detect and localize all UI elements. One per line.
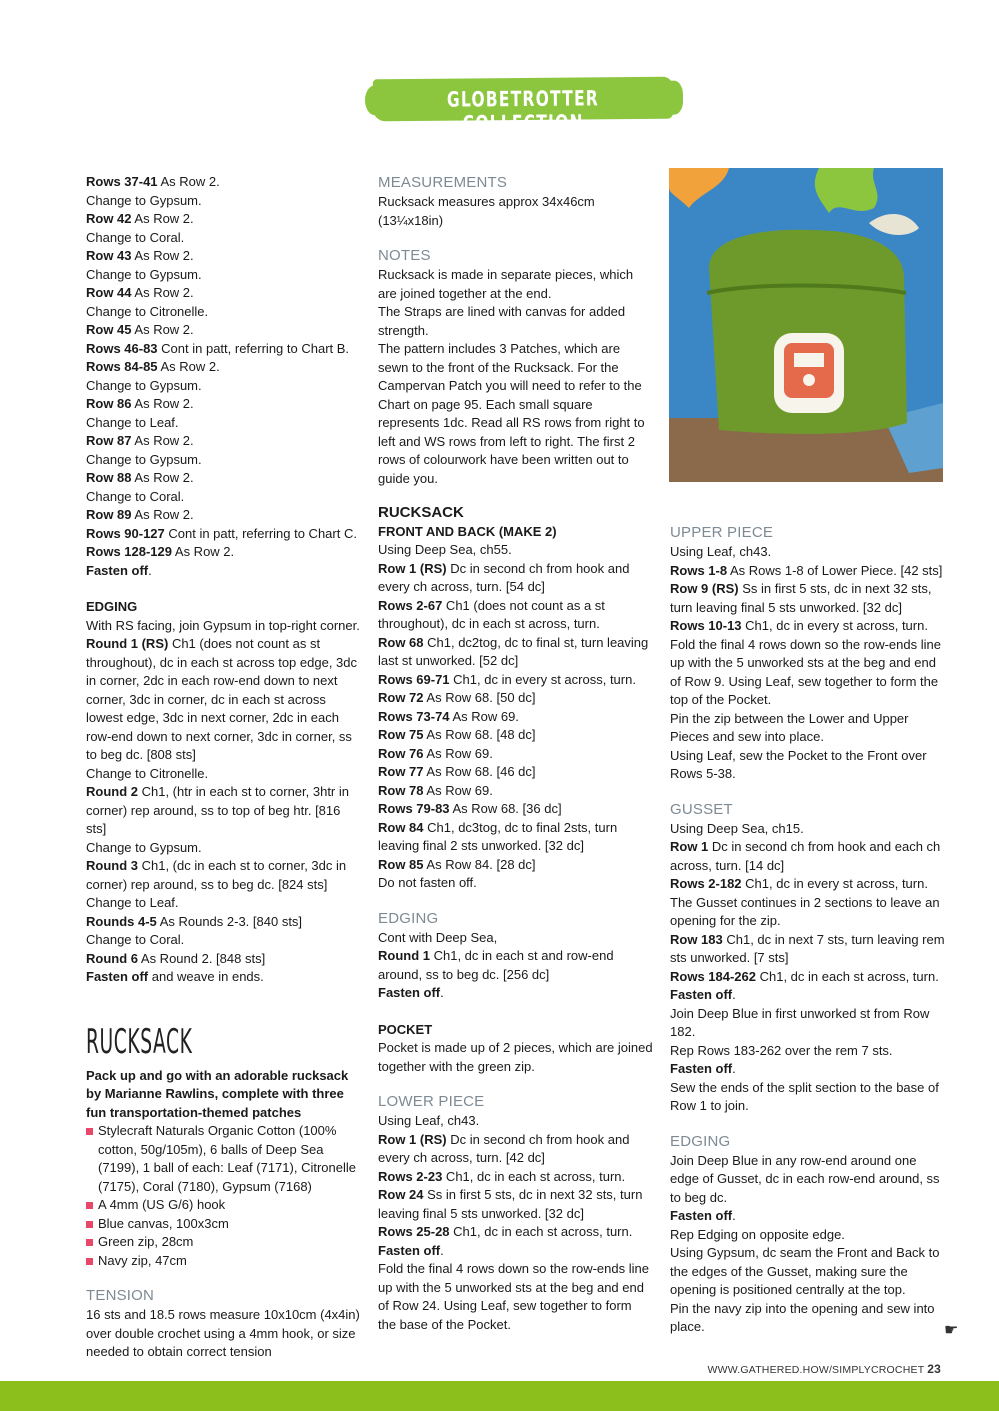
row-text: .	[440, 1242, 444, 1258]
pattern-line	[670, 1005, 945, 1042]
row-text: As Row 68. [50 dc]	[423, 690, 536, 705]
row-label: Rows 79-83	[378, 801, 450, 816]
row-text: Ch1, dc in every st across, turn.	[741, 618, 928, 633]
row-text: Change to Gypsum.	[86, 839, 202, 855]
pattern-line	[86, 229, 362, 248]
row-text: As Row 68. [36 dc]	[449, 801, 562, 816]
material-item: Stylecraft Naturals Organic Cotton (100% cotton, 50g/105m), 6 balls of Deep Sea (7199), 1 ball of each: Leaf (7171), Citronelle (7175), Coral (7180), Gypsum (7168)	[86, 1122, 362, 1196]
page-number: 23	[927, 1362, 941, 1376]
row-text: Change to Gypsum.	[86, 377, 202, 393]
pattern-line	[86, 562, 362, 581]
edging-list-2	[378, 929, 653, 1003]
row-text: Join Deep Blue in first unworked st from Row 182.	[670, 1005, 930, 1039]
pattern-line	[378, 1112, 653, 1131]
row-text: Rep Rows 183-262 over the rem 7 sts.	[670, 1042, 893, 1058]
row-label: Rows 46-83	[86, 340, 158, 356]
pattern-line	[86, 284, 362, 303]
row-text: Ch1, dc in each st across, turn.	[442, 1168, 626, 1184]
row-text: .	[732, 1208, 736, 1223]
pattern-line	[670, 894, 945, 931]
rucksack-heading: RUCKSACK	[378, 504, 464, 521]
pattern-line	[86, 765, 362, 784]
row-label: Row 1 (RS)	[378, 560, 447, 576]
row-label: Rows 2-23	[378, 1168, 443, 1184]
row-label: Fasten off	[378, 1242, 441, 1258]
pattern-line	[670, 1060, 945, 1079]
pattern-line	[378, 800, 653, 819]
row-text: As Rows 1-8 of Lower Piece. [42 sts]	[727, 562, 943, 578]
row-label: Row 76	[378, 745, 424, 761]
row-text: As Row 2.	[131, 248, 194, 263]
row-label: Row 75	[378, 727, 424, 742]
tension-heading: TENSION	[86, 1287, 155, 1304]
pattern-line	[670, 580, 945, 617]
upper-piece-heading: UPPER PIECE	[670, 524, 774, 541]
pattern-line	[86, 543, 362, 562]
pattern-line	[670, 710, 945, 747]
row-text: Using Deep Sea, ch55.	[378, 542, 512, 557]
row-label: Row 89	[86, 507, 132, 522]
pattern-line	[86, 340, 362, 359]
row-label: Row 1 (RS)	[378, 1131, 447, 1147]
row-label: Row 78	[378, 782, 424, 798]
material-item: Green zip, 28cm	[86, 1233, 362, 1252]
lower-piece-heading: LOWER PIECE	[378, 1093, 485, 1110]
row-label: Rows 10-13	[670, 618, 742, 633]
pattern-line	[378, 1168, 653, 1187]
footer-url: WWW.GATHERED.HOW/SIMPLYCROCHET	[707, 1364, 925, 1376]
row-text: Ch1, (dc in each st to corner, 3dc in corner) rep around, ss to beg dc. [824 sts]	[86, 858, 347, 892]
row-label: Rows 73-74	[378, 708, 450, 724]
row-text: Ch1 (does not count as st throughout), dc in each st across top edge, 3dc in corner, 2dc in each row-end down to next corner, 3dc in corner, dc in each st across lowest edge, 3dc in next corner, 2dc in each row-end down to next corner, 3dc in corner, ss to beg dc. [808 sts]	[86, 636, 358, 762]
pattern-line	[670, 1207, 945, 1226]
front-back-heading: FRONT AND BACK (MAKE 2)	[378, 523, 557, 539]
row-label: Row 85	[378, 856, 424, 872]
row-text: As Rounds 2-3. [840 sts]	[156, 913, 303, 929]
pattern-line	[378, 819, 653, 856]
pattern-line	[670, 636, 945, 710]
row-label: Rows 184-262	[670, 968, 756, 984]
pattern-line	[670, 838, 945, 875]
row-label: Row 87	[86, 433, 132, 448]
pattern-line	[378, 726, 653, 745]
pattern-line	[86, 913, 362, 932]
row-text: As Row 84. [28 dc]	[423, 856, 536, 872]
edging-list-3	[670, 1152, 945, 1337]
row-text: Ss in first 5 sts, dc in next 32 sts, turn leaving final 5 sts unworked. [32 dc]	[670, 581, 932, 615]
row-label: Rows 90-127	[86, 525, 165, 541]
material-item: A 4mm (US G/6) hook	[86, 1196, 362, 1215]
row-text: Pin the navy zip into the opening and sew into place.	[670, 1300, 935, 1334]
row-text: Change to Gypsum.	[86, 266, 202, 282]
row-text: Ch1, dc in every st across, turn.	[449, 671, 636, 687]
row-label: Row 68	[378, 634, 424, 650]
row-label: Round 1 (RS)	[86, 636, 169, 651]
row-label: Round 6	[86, 950, 138, 966]
row-label: Rows 2-67	[378, 597, 443, 613]
row-text: As Row 2.	[131, 470, 194, 485]
row-text: Cont in patt, referring to Chart C.	[164, 525, 357, 541]
row-label: Round 3	[86, 858, 138, 873]
pattern-line	[378, 929, 653, 948]
row-text: As Row 2.	[131, 211, 194, 226]
pattern-line	[86, 635, 362, 765]
edging-heading-1: EDGING	[86, 599, 138, 614]
pattern-line	[670, 1244, 945, 1300]
pattern-line	[86, 894, 362, 913]
intro-text: Pack up and go with an adorable rucksack by Marianne Rawlins, complete with three fun transportation-themed patches	[86, 1067, 349, 1120]
pattern-line	[670, 617, 945, 636]
pattern-line	[86, 839, 362, 858]
row-text: and weave in ends.	[148, 969, 264, 984]
row-text: Ch1, (htr in each st to corner, 3htr in corner) rep around, ss to top of beg htr. [816 sts]	[86, 784, 349, 836]
pattern-line	[378, 1131, 653, 1168]
row-text: Change to Gypsum.	[86, 192, 202, 208]
pattern-line	[670, 1042, 945, 1061]
row-text: Pin the zip between the Lower and Upper Pieces and sew into place.	[670, 710, 909, 744]
pattern-line	[378, 689, 653, 708]
row-text: Dc in second ch from hook and every ch across, turn. [42 dc]	[378, 1131, 630, 1165]
pattern-line	[378, 560, 653, 597]
row-text: As Row 69.	[449, 708, 519, 724]
pattern-line	[86, 266, 362, 285]
pattern-line	[378, 541, 653, 560]
row-text: The Gusset continues in 2 sections to leave an opening for the zip.	[670, 894, 940, 928]
row-text: .	[148, 562, 152, 578]
banner-title: GLOBETROTTER COLLECTION	[446, 86, 600, 136]
materials-list	[86, 1122, 362, 1270]
edging-heading-2: EDGING	[378, 909, 439, 927]
row-text: Change to Coral.	[86, 488, 185, 504]
gusset-list	[670, 820, 945, 1116]
pattern-line	[86, 506, 362, 525]
pattern-line	[378, 1242, 653, 1261]
row-text: Fold the final 4 rows down so the row-ends line up with the 5 unworked sts at the beg and end of Row 9. Using Leaf, sew together to form the top of the Pocket.	[670, 636, 941, 707]
pattern-line	[378, 856, 653, 875]
pattern-line	[670, 968, 945, 987]
row-label: Fasten off	[670, 1208, 733, 1223]
rucksack-photo-illustration	[669, 168, 943, 482]
row-label: Row 9 (RS)	[670, 581, 739, 596]
row-text: Dc in second ch from hook and every ch across, turn. [54 dc]	[378, 560, 630, 594]
pattern-line	[378, 947, 653, 984]
row-text: Ch1, dc in each st across, turn.	[449, 1224, 633, 1239]
row-label: Row 88	[86, 470, 132, 485]
row-text: Ch1, dc3tog, dc to final 2sts, turn leaving final 2 sts unworked. [32 dc]	[378, 819, 618, 853]
row-text: As Row 68. [48 dc]	[423, 727, 536, 742]
row-text: As Row 2.	[131, 396, 194, 411]
row-text: Ch1, dc in every st across, turn.	[741, 876, 928, 891]
pattern-line	[670, 747, 945, 784]
pattern-line	[670, 543, 945, 562]
row-label: Row 44	[86, 285, 132, 300]
collection-banner	[373, 77, 673, 136]
column-1	[86, 173, 362, 1362]
column-2	[378, 173, 653, 1334]
row-label: Row 183	[670, 931, 723, 947]
row-label: Fasten off	[670, 987, 733, 1002]
row-text: As Row 2.	[131, 322, 194, 337]
pattern-line	[670, 1300, 945, 1337]
row-label: Row 43	[86, 248, 132, 263]
measurements-heading: MEASUREMENTS	[378, 174, 508, 191]
row-text: .	[732, 987, 736, 1002]
pattern-line	[378, 745, 653, 764]
row-label: Row 72	[378, 690, 424, 705]
pocket-heading: POCKET	[378, 1021, 433, 1037]
column-3	[670, 523, 945, 1337]
row-text: As Round 2. [848 sts]	[138, 950, 266, 966]
row-label: Round 2	[86, 784, 138, 799]
row-label: Rows 69-71	[378, 671, 450, 687]
row-text: Ss in first 5 sts, dc in next 32 sts, turn leaving final 5 sts unworked. [32 dc]	[378, 1187, 643, 1221]
row-label: Row 42	[86, 211, 132, 226]
pattern-line	[86, 321, 362, 340]
pattern-line	[378, 763, 653, 782]
material-item: Blue canvas, 100x3cm	[86, 1215, 362, 1234]
row-text: Using Gypsum, dc seam the Front and Back to the edges of the Gusset, making sure the opening is positioned centrally at the top.	[670, 1245, 940, 1297]
pattern-line	[378, 874, 653, 893]
row-text: Using Leaf, ch43.	[670, 544, 772, 559]
notes-para: The pattern includes 3 Patches, which are sewn to the front of the Rucksack. For the Campervan Patch you will need to refer to the Chart on page 95. Each small square represents 1dc. Read all RS rows from right to left and WS rows from left to right. The first 2 rows of colourwork have been written out to guide you.	[378, 341, 645, 486]
row-text: As Row 68. [46 dc]	[423, 764, 536, 779]
row-text: As Row 2.	[131, 285, 194, 300]
row-label: Row 24	[378, 1187, 424, 1202]
row-text: Join Deep Blue in any row-end around one edge of Gusset, dc in each row-end around, ss to beg dc.	[670, 1152, 940, 1205]
notes-heading: NOTES	[378, 247, 431, 264]
row-text: As Row 2.	[172, 544, 235, 559]
pattern-line	[378, 984, 653, 1003]
pattern-line	[378, 1186, 653, 1223]
row-text: With RS facing, join Gypsum in top-right corner.	[86, 617, 360, 633]
pattern-line	[670, 1226, 945, 1245]
row-text: As Row 2.	[157, 174, 220, 189]
row-text: As Row 69.	[423, 745, 493, 761]
pattern-line	[86, 303, 362, 322]
edging-heading-3: EDGING	[670, 1132, 731, 1150]
pattern-line	[86, 968, 362, 987]
row-text: As Row 69.	[423, 782, 493, 798]
pattern-line	[86, 192, 362, 211]
row-text: Change to Gypsum.	[86, 451, 202, 467]
lower-piece-list	[378, 1112, 653, 1334]
row-text: Change to Citronelle.	[86, 303, 209, 319]
rucksack-photo	[669, 168, 943, 482]
pattern-line	[86, 358, 362, 377]
row-text: Cont with Deep Sea,	[378, 929, 498, 945]
row-text: Ch1, dc2tog, dc to final st, turn leaving last st unworked. [52 dc]	[378, 634, 649, 668]
row-label: Rows 2-182	[670, 876, 742, 891]
material-item: Navy zip, 47cm	[86, 1252, 362, 1271]
row-text: Fold the final 4 rows down so the row-ends line up with the 5 unworked sts at the beg and end of Row 24. Using Leaf, sew together to form the base of the Pocket.	[378, 1261, 649, 1332]
notes-para: Rucksack is made in separate pieces, which are joined together at the end.	[378, 267, 634, 301]
row-text: Using Leaf, ch43.	[378, 1113, 480, 1128]
row-label: Row 86	[86, 396, 132, 411]
rucksack-title: RUCKSACK	[86, 1021, 193, 1062]
pattern-line	[670, 875, 945, 894]
pattern-line	[86, 247, 362, 266]
row-text: As Row 2.	[131, 433, 194, 448]
pattern-line	[378, 1223, 653, 1242]
pattern-line	[86, 432, 362, 451]
row-text: Change to Citronelle.	[86, 765, 209, 781]
row-label: Rows 37-41	[86, 174, 158, 189]
pattern-line	[378, 708, 653, 727]
upper-piece-list	[670, 543, 945, 784]
row-text: Using Leaf, sew the Pocket to the Front over Rows 5-38.	[670, 747, 927, 781]
row-text: Ch1 (does not count as a st throughout), dc in each st across, turn.	[378, 597, 605, 631]
row-label: Fasten off	[86, 969, 149, 984]
pattern-line	[670, 562, 945, 581]
pattern-line	[86, 414, 362, 433]
pattern-line	[86, 210, 362, 229]
pocket-text: Pocket is made up of 2 pieces, which are joined together with the green zip.	[378, 1040, 653, 1074]
pattern-line	[86, 525, 362, 544]
row-label: Fasten off	[670, 1061, 733, 1076]
pattern-line	[86, 783, 362, 839]
pattern-line	[86, 950, 362, 969]
pattern-line	[86, 451, 362, 470]
row-text: Ch1, dc in each st and row-end around, ss to beg dc. [256 dc]	[378, 948, 614, 982]
edging-list-1	[86, 617, 362, 987]
pattern-line	[378, 597, 653, 634]
pattern-line	[86, 469, 362, 488]
row-label: Fasten off	[378, 985, 441, 1000]
pattern-line	[670, 986, 945, 1005]
row-text: .	[440, 985, 444, 1000]
footer-bar	[0, 1381, 999, 1411]
row-label: Rows 1-8	[670, 562, 728, 578]
pattern-line	[378, 634, 653, 671]
row-text: Ch1, dc in next 7 sts, turn leaving rem sts unworked. [7 sts]	[670, 931, 945, 965]
pattern-line	[670, 931, 945, 968]
pattern-line	[378, 1260, 653, 1334]
row-label: Rows 84-85	[86, 359, 158, 374]
measurements-text: Rucksack measures approx 34x46cm (13¼x18in)	[378, 194, 595, 228]
row-text: Dc in second ch from hook and each ch across, turn. [14 dc]	[670, 839, 941, 873]
row-text: .	[732, 1061, 736, 1076]
row-label: Rows 25-28	[378, 1224, 450, 1239]
pattern-line	[86, 395, 362, 414]
row-label: Rows 128-129	[86, 544, 172, 559]
tension-text: 16 sts and 18.5 rows measure 10x10cm (4x4in) over double crochet using a 4mm hook, or size needed to obtain correct tension	[86, 1307, 360, 1359]
pattern-line	[378, 671, 653, 690]
row-text: As Row 2.	[157, 359, 220, 374]
row-text: Change to Coral.	[86, 932, 185, 947]
pattern-line	[670, 820, 945, 839]
row-text: Cont in patt, referring to Chart B.	[157, 340, 350, 356]
pointing-hand-icon: ☛	[944, 1322, 959, 1339]
row-text: Ch1, dc in each st across, turn.	[756, 968, 939, 984]
pattern-line	[86, 857, 362, 894]
row-label: Row 77	[378, 764, 424, 779]
row-text: Sew the ends of the split section to the base of Row 1 to join.	[670, 1079, 939, 1113]
pattern-line	[86, 931, 362, 950]
row-text: Change to Leaf.	[86, 414, 179, 430]
pattern-line	[670, 1152, 945, 1208]
gusset-heading: GUSSET	[670, 800, 733, 818]
row-text: As Row 2.	[131, 507, 194, 522]
row-label: Round 1	[378, 948, 430, 963]
rows-list-1	[86, 173, 362, 580]
row-label: Row 84	[378, 819, 424, 835]
row-text: Using Deep Sea, ch15.	[670, 820, 804, 836]
row-label: Row 45	[86, 322, 132, 337]
row-text: Do not fasten off.	[378, 875, 477, 890]
pattern-line	[86, 617, 362, 636]
row-label: Row 1	[670, 839, 709, 854]
row-text: Rep Edging on opposite edge.	[670, 1226, 845, 1242]
page-footer	[708, 1362, 941, 1376]
pattern-line	[378, 782, 653, 801]
notes-para: The Straps are lined with canvas for added strength.	[378, 304, 626, 338]
pattern-line	[86, 173, 362, 192]
pattern-line	[86, 377, 362, 396]
row-label: Rounds 4-5	[86, 913, 157, 929]
row-label: Fasten off	[86, 562, 149, 578]
pattern-line	[86, 488, 362, 507]
row-text: Change to Coral.	[86, 229, 185, 245]
pattern-line	[670, 1079, 945, 1116]
front-back-list	[378, 541, 653, 893]
row-text: Change to Leaf.	[86, 895, 179, 910]
